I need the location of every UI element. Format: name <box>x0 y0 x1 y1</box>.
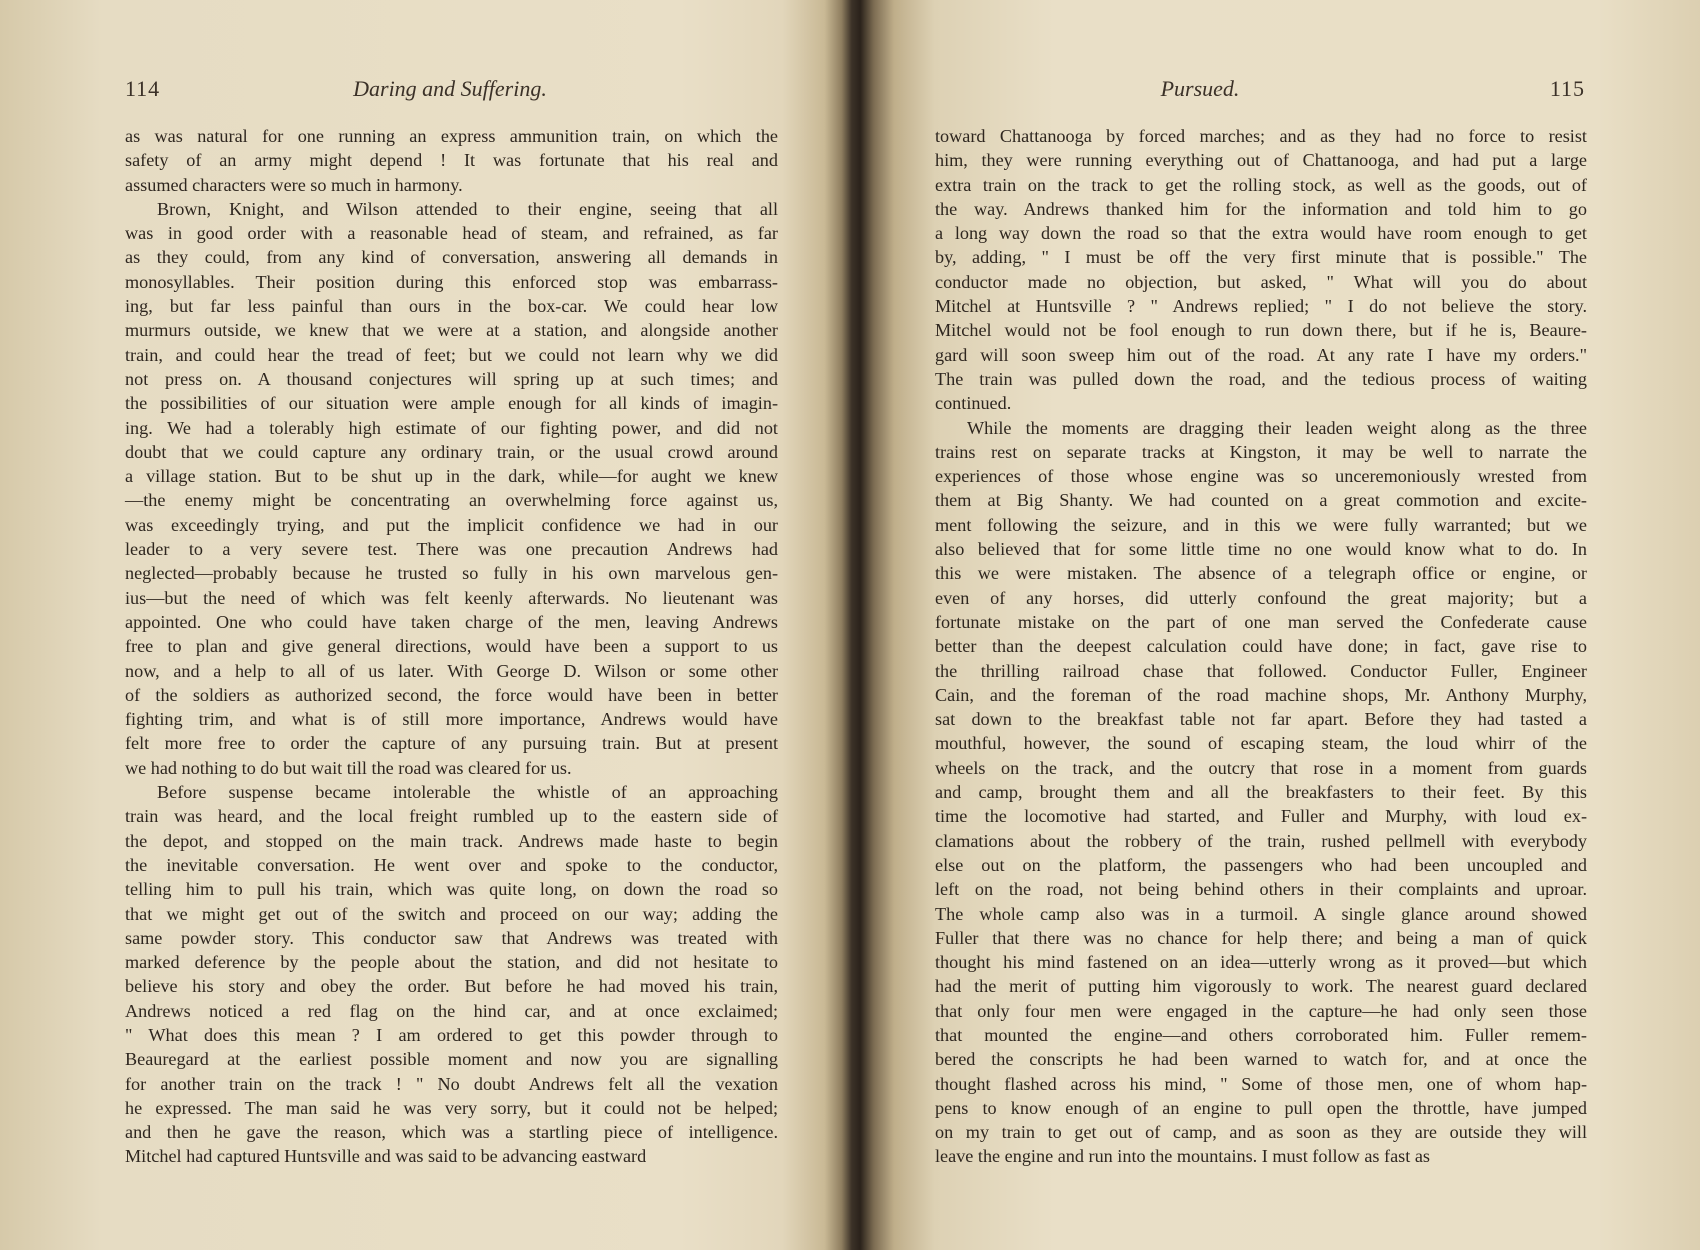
text-line: bered the conscripts he had been warned to watch for, and at once the <box>935 1049 1587 1070</box>
text-line: Before suspense became intolerable the whistle of an approaching <box>157 782 778 803</box>
text-line: felt more free to order the capture of any pursuing train. But at present <box>125 733 778 754</box>
text-line: safety of an army might depend ! It was fortunate that his real and <box>125 150 778 171</box>
text-line: for another train on the track ! " No doubt Andrews felt all the vexation <box>125 1073 778 1094</box>
text-line: better than the deepest calculation could have done; in fact, gave rise to <box>935 636 1587 657</box>
text-line: experiences of those whose engine was so unceremoniously wrested from <box>935 466 1587 487</box>
text-line: Mitchel would not be fool enough to run down there, but if he is, Beaure- <box>935 320 1587 341</box>
text-line: murmurs outside, we knew that we were at a station, and alongside another <box>125 320 778 341</box>
text-line: Cain, and the foreman of the road machine shops, Mr. Anthony Murphy, <box>935 684 1587 705</box>
text-line: conductor made no objection, but asked, " What will you do about <box>935 271 1587 292</box>
text-line: as was natural for one running an express ammunition train, on which the <box>125 126 778 146</box>
text-line: had the merit of putting him vigorously to work. The nearest guard declared <box>935 976 1587 997</box>
text-line: sat down to the breakfast table not far apart. Before they had tasted a <box>935 709 1587 730</box>
text-line: a village station. But to be shut up in the dark, while—for aught we knew <box>125 466 778 487</box>
running-head-title: Pursued. <box>1160 76 1240 101</box>
running-head <box>125 76 775 106</box>
text-line: fighting trim, and what is of still more importance, Andrews would have <box>125 709 778 730</box>
text-line: else out on the platform, the passengers who had been uncoupled and <box>935 854 1587 875</box>
text-line: appointed. One who could have taken charge of the men, leaving Andrews <box>125 611 778 632</box>
text-line: Brown, Knight, and Wilson attended to their engine, seeing that all <box>157 198 778 219</box>
text-line: them at Big Shanty. We had counted on a great commotion and excite- <box>935 490 1587 511</box>
text-line: by, adding, " I must be off the very first minute that is possible." The <box>935 247 1587 268</box>
text-line: was exceedingly trying, and put the implicit confidence we had in our <box>125 514 778 535</box>
text-line: him, they were running everything out of Chattanooga, and had put a large <box>935 150 1587 171</box>
text-line: mouthful, however, the sound of escaping steam, the loud whirr of the <box>935 733 1587 754</box>
running-head <box>935 76 1585 106</box>
text-line: —the enemy might be concentrating an overwhelming force against us, <box>125 490 778 511</box>
text-line: Fuller that there was no chance for help there; and being a man of quick <box>935 927 1587 948</box>
text-line: The whole camp also was in a turmoil. A single glance around showed <box>935 903 1587 924</box>
text-line: the thrilling railroad chase that followed. Conductor Fuller, Engineer <box>935 660 1587 681</box>
text-line: clamations about the robbery of the train, rushed pellmell with everybody <box>935 830 1587 851</box>
text-line: we had nothing to do but wait till the road was cleared for us. <box>125 757 572 778</box>
text-line: toward Chattanooga by forced marches; and as they had no force to resist <box>935 126 1587 146</box>
text-line: left on the road, not being behind others in their complaints and uproar. <box>935 879 1587 900</box>
text-line: even of any horses, did utterly confound the great majority; but a <box>935 587 1587 608</box>
text-line: he expressed. The man said he was very sorry, but it could not be helped; <box>125 1097 778 1118</box>
text-line: Andrews noticed a red flag on the hind car, and at once exclaimed; <box>125 1000 778 1021</box>
text-line: that we might get out of the switch and proceed on our way; adding the <box>125 903 778 924</box>
text-line: the possibilities of our situation were ample enough for all kinds of imagin- <box>125 393 778 414</box>
text-line: continued. <box>935 393 1012 414</box>
text-line: leader to a very severe test. There was one precaution Andrews had <box>125 539 778 560</box>
text-line: this we were mistaken. The absence of a telegraph office or engine, or <box>935 563 1587 584</box>
text-line: neglected—probably because he trusted so fully in his own marvelous gen- <box>125 563 778 584</box>
text-line: The train was pulled down the road, and the tedious process of waiting <box>935 368 1587 389</box>
running-head-title: Daring and Suffering. <box>353 76 547 101</box>
text-line: the inevitable conversation. He went over and spoke to the conductor, <box>125 854 778 875</box>
text-line: same powder story. This conductor saw that Andrews was treated with <box>125 927 778 948</box>
text-line: Beauregard at the earliest possible moment and now you are signalling <box>125 1049 778 1070</box>
text-line: believe his story and obey the order. But before he had moved his train, <box>125 976 778 997</box>
text-line: assumed characters were so much in harmony. <box>125 174 463 195</box>
text-line: of the soldiers as authorized second, the force would have been in better <box>125 684 778 705</box>
text-line: not press on. A thousand conjectures will spring up at such times; and <box>125 368 778 389</box>
text-line: that only four men were engaged in the capture—he had only seen those <box>935 1000 1587 1021</box>
text-line: gard will soon sweep him out of the road. At any rate I have my orders." <box>935 344 1587 365</box>
text-line: the depot, and stopped on the main track. Andrews made haste to begin <box>125 830 778 851</box>
text-line: was in good order with a reasonable head of steam, and refrained, as far <box>125 223 778 244</box>
text-line: and then he gave the reason, which was a startling piece of intelligence. <box>125 1122 778 1143</box>
text-line: monosyllables. Their position during this enforced stop was embarrass- <box>125 271 778 292</box>
page-number: 115 <box>1549 76 1585 101</box>
text-line: train, and could hear the tread of feet; but we could not learn why we did <box>125 344 778 365</box>
text-line: " What does this mean ? I am ordered to get this powder through to <box>125 1024 778 1045</box>
text-line: now, and a help to all of us later. With George D. Wilson or some other <box>125 660 778 681</box>
text-line: a long way down the road so that the extra would have room enough to get <box>935 223 1587 244</box>
page-body-text <box>125 124 778 1169</box>
text-line: ment following the seizure, and in this we were fully warranted; but we <box>935 514 1587 535</box>
text-line: doubt that we could capture any ordinary train, or the usual crowd around <box>125 441 778 462</box>
text-line: telling him to pull his train, which was quite long, on down the road so <box>125 879 778 900</box>
text-line: thought flashed across his mind, " Some of those men, one of whom hap- <box>935 1073 1587 1094</box>
text-line: ing. We had a tolerably high estimate of our fighting power, and did not <box>125 417 778 438</box>
text-line: trains rest on separate tracks at Kingston, it may be well to narrate the <box>935 441 1587 462</box>
text-line: fortunate mistake on the part of one man served the Confederate cause <box>935 611 1587 632</box>
text-line: Mitchel at Huntsville ? " Andrews replied; " I do not believe the story. <box>935 296 1587 317</box>
text-line: pens to know enough of an engine to pull open the throttle, have jumped <box>935 1097 1587 1118</box>
text-line: also believed that for some little time no one would know what to do. In <box>935 539 1587 560</box>
text-line: leave the engine and run into the mountains. I must follow as fast as <box>935 1146 1430 1167</box>
text-line: extra train on the track to get the rolling stock, as well as the goods, out of <box>935 174 1587 195</box>
text-line: time the locomotive had started, and Fuller and Murphy, with loud ex- <box>935 806 1587 827</box>
text-line: free to plan and give general directions, would have been a support to us <box>125 636 778 657</box>
text-line: While the moments are dragging their leaden weight along as the three <box>967 417 1587 438</box>
text-line: ing, but far less painful than ours in the box-car. We could hear low <box>125 296 778 317</box>
text-line: marked deference by the people about the station, and did not hesitate to <box>125 952 778 973</box>
right-page <box>850 0 1700 1250</box>
text-line: wheels on the track, and the outcry that rose in a moment from guards <box>935 757 1587 778</box>
text-line: thought his mind fastened on an idea—utterly wrong as it proved—but which <box>935 952 1587 973</box>
text-line: the way. Andrews thanked him for the information and told him to go <box>935 198 1587 219</box>
text-line: ius—but the need of which was felt keenly afterwards. No lieutenant was <box>125 587 778 608</box>
page-number: 114 <box>125 76 161 101</box>
text-line: Mitchel had captured Huntsville and was said to be advancing eastward <box>125 1146 647 1167</box>
text-line: that mounted the engine—and others corroborated him. Fuller remem- <box>935 1024 1587 1045</box>
text-line: train was heard, and the local freight rumbled up to the eastern side of <box>125 806 778 827</box>
text-line: on my train to get out of camp, and as soon as they are outside they will <box>935 1122 1587 1143</box>
page-body-text <box>935 124 1587 1169</box>
text-line: as they could, from any kind of conversation, answering all demands in <box>125 247 778 268</box>
text-line: and camp, brought them and all the breakfasters to their feet. By this <box>935 782 1587 803</box>
